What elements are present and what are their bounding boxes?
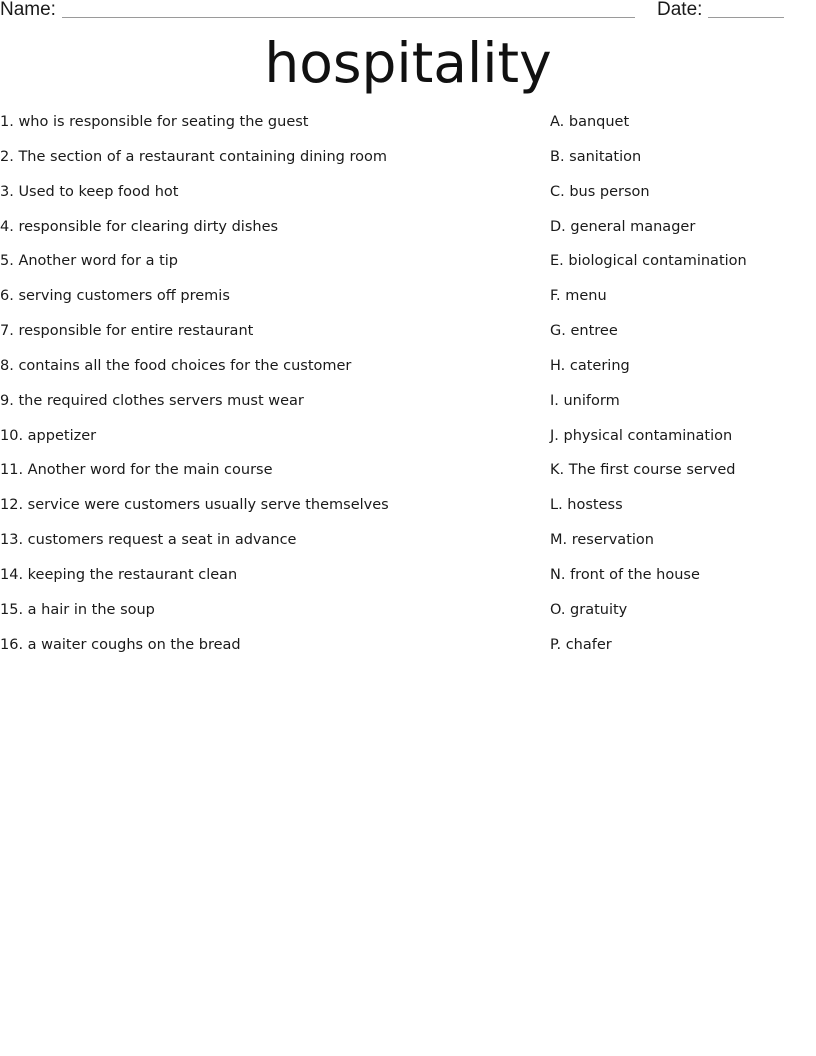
- answer-item: G. entree: [550, 323, 618, 340]
- worksheet-header: [0, 0, 816, 24]
- answer-item: N. front of the house: [550, 566, 700, 583]
- clue-item: 6. serving customers off premis: [0, 288, 230, 305]
- answer-list: [550, 111, 810, 669]
- clue-item: 2. The section of a restaurant containing dining room: [0, 148, 387, 165]
- answer-item: A. banquet: [550, 114, 630, 130]
- answer-item: K. The first course served: [550, 462, 736, 479]
- clue-item: 7. responsible for entire restaurant: [0, 323, 254, 340]
- answer-item: D. general manager: [550, 218, 696, 235]
- answer-item: C. bus person: [550, 183, 650, 200]
- answer-item: M. reservation: [550, 532, 654, 549]
- clue-item: 10. appetizer: [0, 427, 97, 444]
- clue-item: 16. a waiter coughs on the bread: [0, 636, 241, 653]
- clue-list: [0, 111, 520, 669]
- clue-item: 12. service were customers usually serve themselves: [0, 497, 389, 514]
- answer-item: O. gratuity: [550, 601, 628, 618]
- clue-item: 8. contains all the food choices for the customer: [0, 357, 352, 374]
- answer-item: E. biological contamination: [550, 253, 747, 270]
- date-blank-line: [708, 17, 784, 18]
- answer-item: I. uniform: [550, 392, 620, 409]
- clue-item: 4. responsible for clearing dirty dishes: [0, 218, 279, 235]
- date-label: Date:: [657, 0, 703, 20]
- answer-item: P. chafer: [550, 636, 612, 653]
- clue-item: 14. keeping the restaurant clean: [0, 566, 238, 583]
- name-label: Name:: [0, 0, 56, 20]
- clue-item: 3. Used to keep food hot: [0, 183, 179, 200]
- answer-item: L. hostess: [550, 497, 623, 514]
- clue-item: 1. who is responsible for seating the guest: [0, 114, 309, 130]
- clue-item: 9. the required clothes servers must wear: [0, 392, 304, 409]
- clue-item: 11. Another word for the main course: [0, 462, 273, 479]
- clue-item: 15. a hair in the soup: [0, 601, 155, 618]
- clue-item: 13. customers request a seat in advance: [0, 532, 297, 549]
- answer-item: F. menu: [550, 288, 607, 305]
- worksheet-title: hospitality: [264, 31, 552, 95]
- answer-item: J. physical contamination: [550, 427, 733, 444]
- name-blank-line: [62, 17, 635, 18]
- clue-item: 5. Another word for a tip: [0, 253, 179, 270]
- answer-item: B. sanitation: [550, 148, 642, 165]
- answer-item: H. catering: [550, 357, 630, 374]
